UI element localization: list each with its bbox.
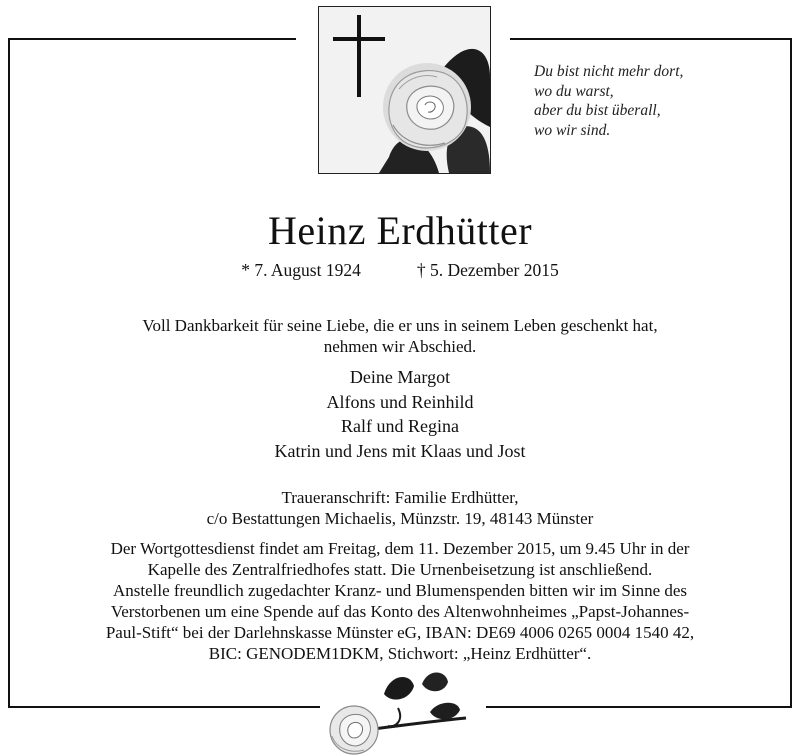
poem-line: Du bist nicht mehr dort,: [534, 63, 684, 80]
poem-line: wo du warst,: [534, 82, 614, 100]
poem-line: wo wir sind.: [534, 121, 611, 139]
family-member: Deine Margot: [349, 367, 451, 387]
border-bottom-left: [8, 706, 320, 708]
deceased-name: Heinz Erdhütter: [267, 208, 533, 253]
mourning-address: [0, 487, 800, 529]
birth-date: * 7. August 1924: [241, 260, 361, 280]
family-member: Alfons und Reinhild: [326, 391, 474, 412]
poem-line: aber du bist überall,: [534, 102, 661, 119]
donation-line: Paul-Stift“ bei der Darlehnskasse Münster eG, IBAN: DE69 4006 0265 0004 1540 42,: [105, 623, 695, 642]
cross-icon: [319, 7, 490, 173]
family-member: Katrin und Jens mit Klaas und Jost: [274, 440, 526, 461]
border-top-left: [8, 38, 296, 40]
address-line: Traueranschrift: Familie Erdhütter,: [281, 488, 519, 507]
thanks-text: [0, 315, 800, 357]
service-info: [0, 538, 800, 580]
rose-bottom-image: [326, 664, 476, 756]
service-line: Der Wortgottesdienst findet am Freitag, dem 11. Dezember 2015, um 9.45 Uhr in der: [110, 539, 690, 558]
thanks-line: nehmen wir Abschied.: [323, 337, 477, 356]
thanks-line: Voll Dankbarkeit für seine Liebe, die er uns in seinem Leben geschenkt hat,: [142, 316, 658, 335]
cross-rose-photo: [318, 6, 491, 174]
death-date: † 5. Dezember 2015: [416, 260, 559, 280]
address-line: c/o Bestattungen Michaelis, Münzstr. 19, 48143 Münster: [206, 509, 594, 528]
donation-line: Verstorbenen um eine Spende auf das Konto des Altenwohnheimes „Papst-Johannes-: [110, 602, 690, 621]
life-dates: [0, 259, 800, 281]
family-member: Ralf und Regina: [341, 416, 459, 436]
poem: [534, 62, 774, 140]
donation-info: [0, 580, 800, 664]
family-list: [0, 365, 800, 463]
border-top-right: [510, 38, 792, 40]
service-line: Kapelle des Zentralfriedhofes statt. Die Urnenbeisetzung ist anschließend.: [147, 560, 653, 579]
border-bottom-right: [486, 706, 792, 708]
donation-line: Anstelle freundlich zugedachter Kranz- und Blumenspenden bitten wir im Sinne des: [112, 581, 688, 600]
donation-line: BIC: GENODEM1DKM, Stichwort: „Heinz Erdhütter“.: [208, 644, 592, 663]
